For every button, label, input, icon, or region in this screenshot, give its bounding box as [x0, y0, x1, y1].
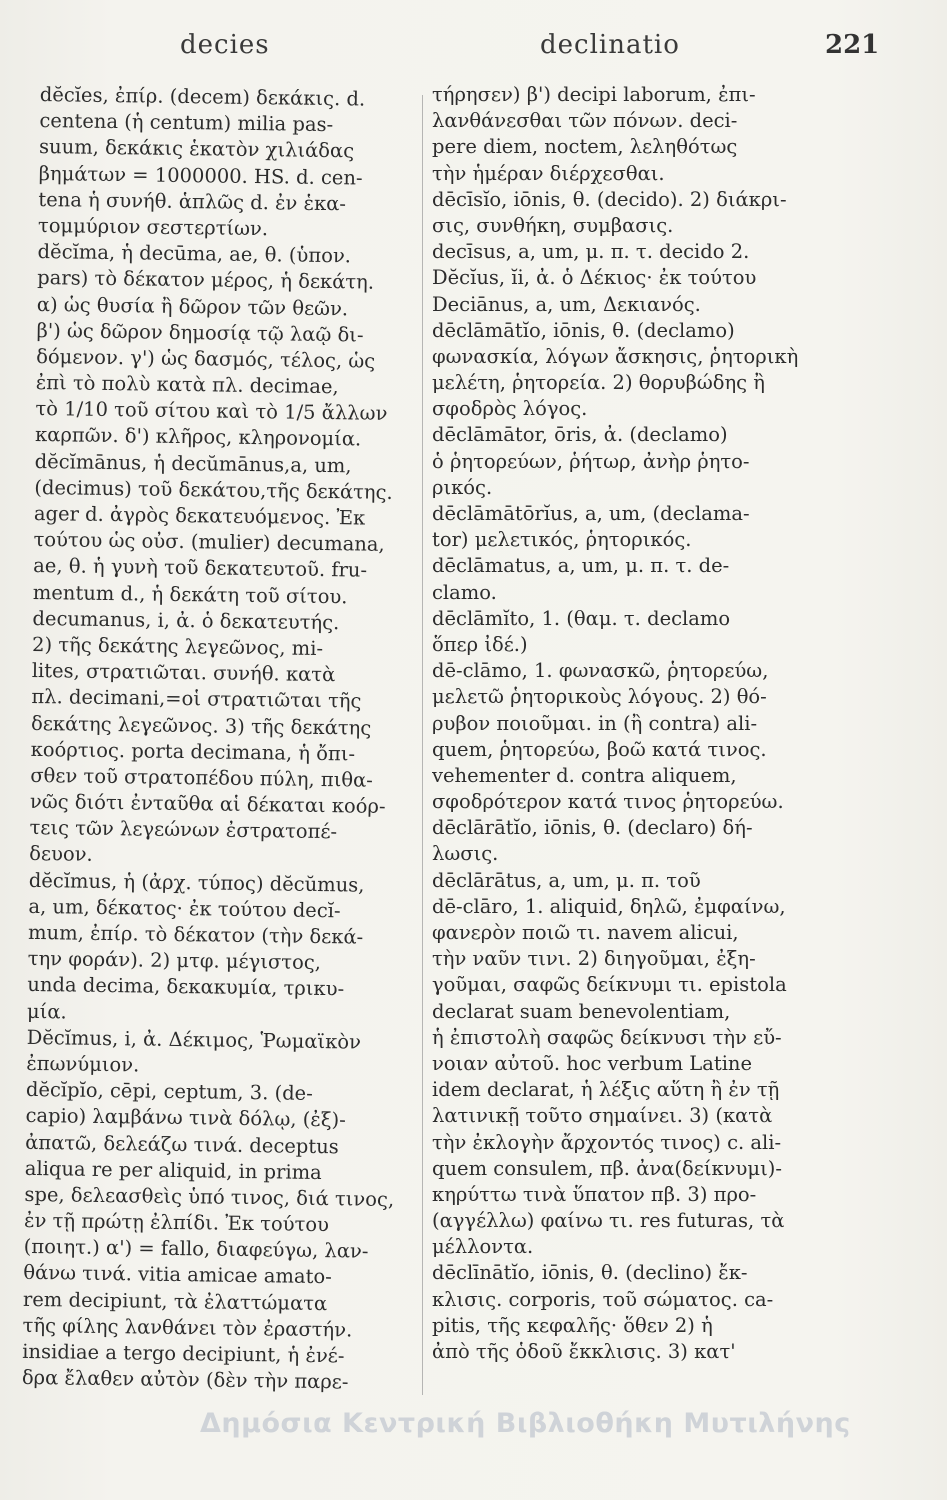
right-column: [432, 82, 902, 1365]
entry-line: centena (ἡ centum) milia pas-: [39, 109, 334, 137]
entry-line: decumanus, i, ἀ. ὁ δεκατευτής.: [32, 606, 340, 634]
left-column: [22, 82, 412, 1396]
entry-line: clamo.: [432, 580, 497, 604]
entry-line: ἀπὸ τῆς ὁδοῦ ἔκκλισις. 3) κατ': [432, 1340, 736, 1363]
entry-line: λατινικῇ τοῦτο σημαίνει. 3) (κατὰ: [432, 1104, 773, 1128]
entry-line: spe, δελεασθεὶς ὑπό τινος, διά τινος,: [24, 1182, 395, 1211]
header-guide-word-right: declinatio: [540, 30, 680, 60]
entry-line: pitis, τῆς κεφαλῆς· ὅθεν 2) ἡ: [432, 1313, 713, 1337]
entry-line: aliqua re per aliquid, in prima: [24, 1156, 322, 1184]
entry-line: (ποιητ.) α') = fallo, διαφεύγω, λαν-: [23, 1235, 369, 1263]
entry-line: tena ἡ συνήθ. ἁπλῶς d. ἐν ἑκα-: [38, 187, 347, 216]
entry-line: mum, ἐπίρ. τὸ δέκατον (τὴν δεκά-: [27, 920, 364, 949]
entry-line: δεκάτης λεγεῶνος. 3) τῆς δεκάτης: [30, 711, 372, 740]
entry-line: capio) λαμβάνω τινὰ δόλῳ, (ἐξ)-: [25, 1104, 346, 1132]
page-number: 221: [825, 30, 880, 60]
entry-line: vehementer d. contra aliquem,: [432, 763, 737, 787]
entry-line: τὴν ἡμέραν διέρχεσθαι.: [432, 161, 665, 185]
entry-line: μελέτη, ῥητορεία. 2) θορυβώδης ἢ: [432, 371, 765, 395]
entry-line: Deciānus, a, um, Δεκιανός.: [432, 292, 701, 316]
entry-line: βημάτων = 1000000. HS. d. cen-: [38, 161, 363, 190]
entry-line: rem decipiunt, τὰ ἐλαττώματα: [22, 1287, 328, 1315]
entry-line: pere diem, noctem, λεληθότως: [432, 135, 738, 159]
entry-line: ae, θ. ἡ γυνὴ τοῦ δεκατευτοῦ. fru-: [33, 554, 368, 582]
entry-line: ὅπερ ἰδέ.): [432, 632, 528, 656]
entry-line: νοιαν αὐτοῦ. hoc verbum Latine: [432, 1051, 753, 1075]
entry-line: dēclāmĭto, 1. (θαμ. τ. declamo: [432, 606, 731, 630]
entry-line: lites, στρατιῶται. συνήθ. κατὰ: [31, 659, 336, 687]
entry-line: γοῦμαι, σαφῶς δείκνυμι τι. epistola: [432, 973, 787, 997]
entry-line: dēclīnātĭo, iōnis, θ. (declino) ἔκ-: [432, 1261, 748, 1285]
entry-line: dēclāmatus, a, um, μ. π. τ. de-: [432, 554, 730, 578]
entry-line: Dĕcĭmus, i, ἀ. Δέκιμος, Ῥωμαϊκὸν: [26, 1025, 362, 1054]
entry-line: μία.: [26, 999, 67, 1024]
entry-line: φανερὸν ποιῶ τι. navem alicui,: [432, 921, 739, 944]
entry-line: τεις τῶν λεγεώνων ἐστρατοπέ-: [29, 816, 338, 844]
entry-line: dēcīsĭo, iōnis, θ. (decido). 2) διάκρι-: [432, 187, 787, 211]
entry-line: τὸ 1/10 τοῦ σίτου καὶ τὸ 1/5 ἄλλων: [35, 397, 388, 426]
entry-line: καρπῶν. δ') κλῆρος, κληρονομία.: [34, 423, 362, 451]
entry-line: (αγγέλλω) φαίνω τι. res futuras, τὰ: [432, 1209, 785, 1233]
entry-line: τούτου ὡς οὐσ. (mulier) decumana,: [33, 528, 385, 557]
entry-line: δευον.: [29, 842, 93, 867]
entry-line: πλ. decimani,=οἱ στρατιῶται τῆς: [31, 685, 362, 713]
entry-line: κλισις. corporis, τοῦ σώματος. ca-: [432, 1287, 774, 1311]
entry-line: dĕcĭes, ἐπίρ. (decem) δεκάκις. d.: [39, 82, 366, 111]
entry-line: dĕcĭmus, ἡ (ἀρχ. τύπος) dĕcŭmus,: [28, 868, 365, 897]
entry-line: κοόρτιος. porta decimana, ἡ ὄπι-: [30, 737, 356, 766]
entry-line: δόμενον. γ') ὡς δασμός, τέλος, ὡς: [36, 344, 376, 373]
column-divider: [422, 95, 423, 1395]
library-watermark: Δημόσια Κεντρική Βιβλιοθήκη Μυτιλήνης: [200, 1408, 851, 1439]
entry-line: dēclāmātōrĭus, a, um, (declama-: [432, 502, 750, 525]
entry-line: 2) τῆς δεκάτης λεγεῶνος, mi-: [31, 632, 324, 660]
entry-line: σφοδρότερον κατά τινος ῥητορεύω.: [432, 790, 784, 814]
entry-line: θάνω τινά. vitia amicae amato-: [23, 1261, 332, 1289]
entry-line: Dĕcĭus, ĭi, ἀ. ὁ Δέκιος· ἐκ τούτου: [432, 266, 757, 290]
entry-line: dēclāmātĭo, iōnis, θ. (declamo): [432, 318, 735, 342]
entry-line: dĕcĭpĭo, cēpi, ceptum, 3. (de-: [25, 1078, 313, 1106]
entry-line: τὴν ἐκλογὴν ἄρχοντός τινος) c. ali-: [432, 1130, 782, 1154]
running-header: [0, 30, 947, 70]
entry-line: λανθάνεσθαι τῶν πόνων. deci-: [432, 109, 738, 133]
entry-line: τήρησεν) β') decipi laborum, ἐπι-: [432, 83, 756, 106]
entry-line: ἡ ἐπιστολὴ σαφῶς δείκνυσι τὴν εὔ-: [432, 1025, 782, 1049]
header-guide-word-left: decies: [180, 30, 270, 60]
entry-line: declarat suam benevolentiam,: [432, 999, 731, 1023]
entry-line: τομμύριον σεστερτίων.: [37, 213, 269, 241]
entry-line: dēclāmātor, ōris, ἀ. (declamo): [432, 423, 728, 447]
entry-line: (decimus) τοῦ δεκάτου,τῆς δεκάτης.: [34, 475, 393, 504]
entry-line: dē-clāro, 1. aliquid, δηλῶ, ἐμφαίνω,: [432, 894, 786, 918]
entry-line: ἀπατῶ, δελεάζω τινά. deceptus: [25, 1130, 339, 1158]
entry-line: dē-clāmo, 1. φωνασκῶ, ῥητορεύω,: [432, 659, 769, 683]
entry-line: suum, δεκάκις ἑκατὸν χιλιάδας: [38, 135, 355, 163]
entry-line: τῆς φίλης λανθάνει τὸν ἐραστήν.: [22, 1313, 353, 1342]
entry-line: idem declarat, ἡ λέξις αὕτη ἢ ἐν τῇ: [432, 1078, 780, 1102]
entry-line: ρυβον ποιοῦμαι. in (ἢ contra) ali-: [432, 711, 758, 735]
entry-line: ρικός.: [432, 475, 493, 499]
entry-line: quem consulem, πβ. ἀνα(δείκνυμι)-: [432, 1156, 782, 1180]
entry-line: dĕcĭma, ἡ decūma, ae, θ. (ὑπον.: [37, 240, 352, 268]
entry-line: σθεν τοῦ στρατοπέδου πύλη, πιθα-: [30, 763, 374, 792]
entry-line: β') ὡς δῶρον δημοσίᾳ τῷ λαῷ δι-: [36, 318, 364, 347]
entry-line: ὁ ῥητορεύων, ῥήτωρ, ἀνὴρ ῥητο-: [432, 449, 750, 473]
entry-line: δρα ἔλαθεν αὐτὸν (δὲν τὴν παρε-: [21, 1366, 349, 1394]
entry-line: λωσις.: [432, 842, 499, 866]
entry-line: dĕcĭmānus, ἡ decŭmānus,a, um,: [34, 449, 352, 478]
entry-line: a, um, δέκατος· ἐκ τούτου decĭ-: [28, 894, 341, 923]
entry-line: dēclārātĭo, iōnis, θ. (declaro) δή-: [432, 816, 753, 840]
entry-line: decīsus, a, um, μ. π. τ. decido 2.: [432, 240, 750, 264]
entry-line: ἐπὶ τὸ πολὺ κατὰ πλ. decimae,: [35, 371, 339, 399]
entry-line: μελετῶ ῥητορικοὺς λόγους. 2) θό-: [432, 685, 767, 709]
entry-line: την φοράν). 2) μτφ. μέγιστος,: [27, 947, 322, 975]
entry-line: σφοδρὸς λόγος.: [432, 397, 588, 421]
entry-line: unda decima, δεκακυμία, τρικυ-: [27, 973, 345, 1001]
entry-line: pars) τὸ δέκατον μέρος, ἡ δεκάτη.: [37, 266, 375, 294]
entry-line: κηρύττω τινὰ ὕπατον πβ. 3) προ-: [432, 1182, 757, 1206]
entry-line: quem, ῥητορεύω, βοῶ κατά τινος.: [432, 737, 767, 761]
entry-line: ἐν τῇ πρώτῃ ἐλπίδι. Ἐκ τούτου: [23, 1208, 330, 1237]
entry-line: α) ὡς θυσία ἢ δῶρον τῶν θεῶν.: [36, 292, 349, 320]
entry-line: νῶς διότι ἐνταῦθα αἱ δέκαται κοόρ-: [29, 789, 386, 818]
entry-line: tor) μελετικός, ῥητορικός.: [432, 528, 692, 552]
entry-line: μέλλοντα.: [432, 1235, 534, 1259]
entry-line: σις, συνθήκη, συμβασις.: [432, 213, 674, 237]
entry-line: insidiae a tergo decipiunt, ἡ ἐνέ-: [22, 1339, 345, 1368]
entry-line: dēclārātus, a, um, μ. π. τοῦ: [432, 868, 701, 892]
entry-line: ager d. ἀγρὸς δεκατευόμενος. Ἐκ: [33, 501, 366, 530]
entry-line: τὴν ναῦν τινι. 2) διηγοῦμαι, ἐξη-: [432, 947, 756, 971]
entry-line: φωνασκία, λόγων ἄσκησις, ῥητορικὴ: [432, 344, 799, 368]
entry-line: mentum d., ἡ δεκάτη τοῦ σίτου.: [32, 580, 348, 608]
entry-line: ἐπωνύμιον.: [26, 1051, 140, 1077]
